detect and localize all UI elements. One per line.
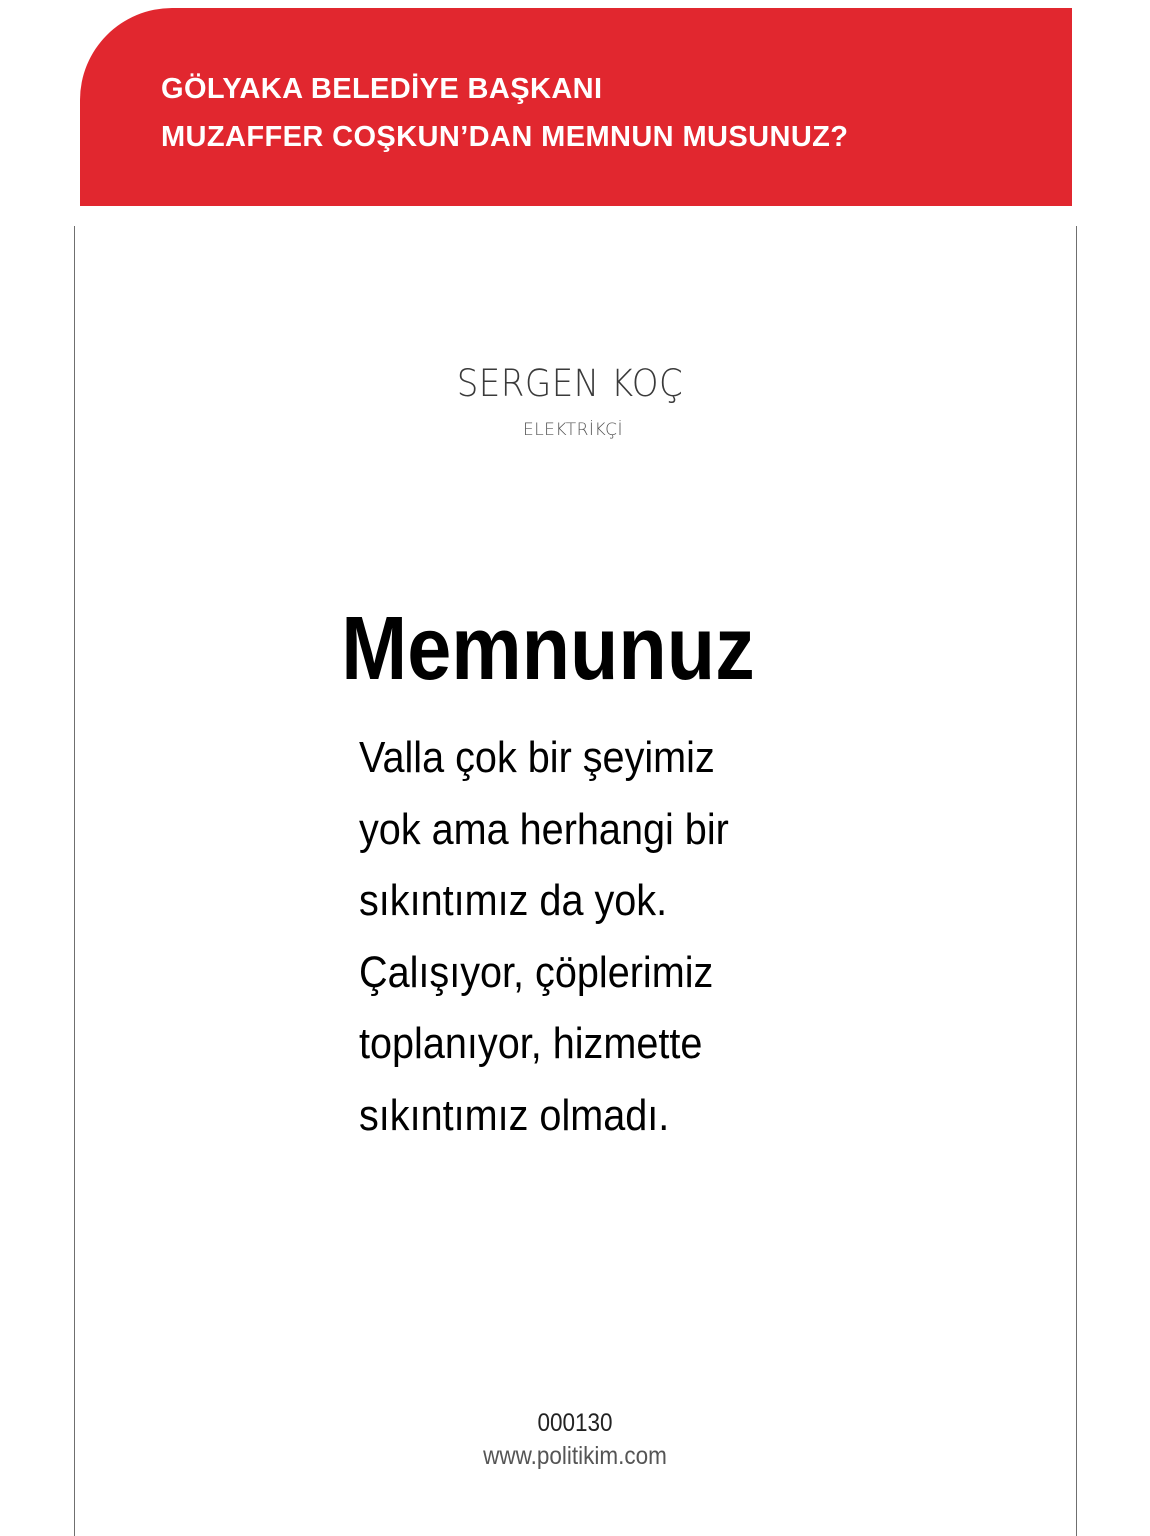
answer-text-line: sıkıntımız da yok.	[359, 876, 668, 925]
answer-text-line: Valla çok bir şeyimiz	[359, 733, 715, 782]
answer-verdict: Memnunuz	[341, 599, 755, 699]
question-title-line-1: GÖLYAKA BELEDİYE BAŞKANI	[161, 73, 603, 105]
question-title-line-2: MUZAFFER COŞKUN’DAN MEMNUN MUSUNUZ?	[161, 121, 849, 153]
answer-text-line: Çalışıyor, çöplerimiz	[359, 947, 714, 997]
answer-text-line: sıkıntımız olmadı.	[359, 1090, 670, 1140]
respondent-name: SERGEN KOÇ	[456, 362, 684, 405]
website-url: www.politikim.com	[483, 1442, 667, 1470]
header-banner	[80, 8, 1072, 206]
answer-text	[359, 722, 755, 1151]
answer-text-line: yok ama herhangi bir	[359, 804, 729, 854]
answer-text-line: toplanıyor, hizmette	[359, 1019, 703, 1068]
document-code: 000130	[537, 1409, 613, 1437]
respondent-occupation: ELEKTRİKÇİ	[522, 420, 624, 440]
